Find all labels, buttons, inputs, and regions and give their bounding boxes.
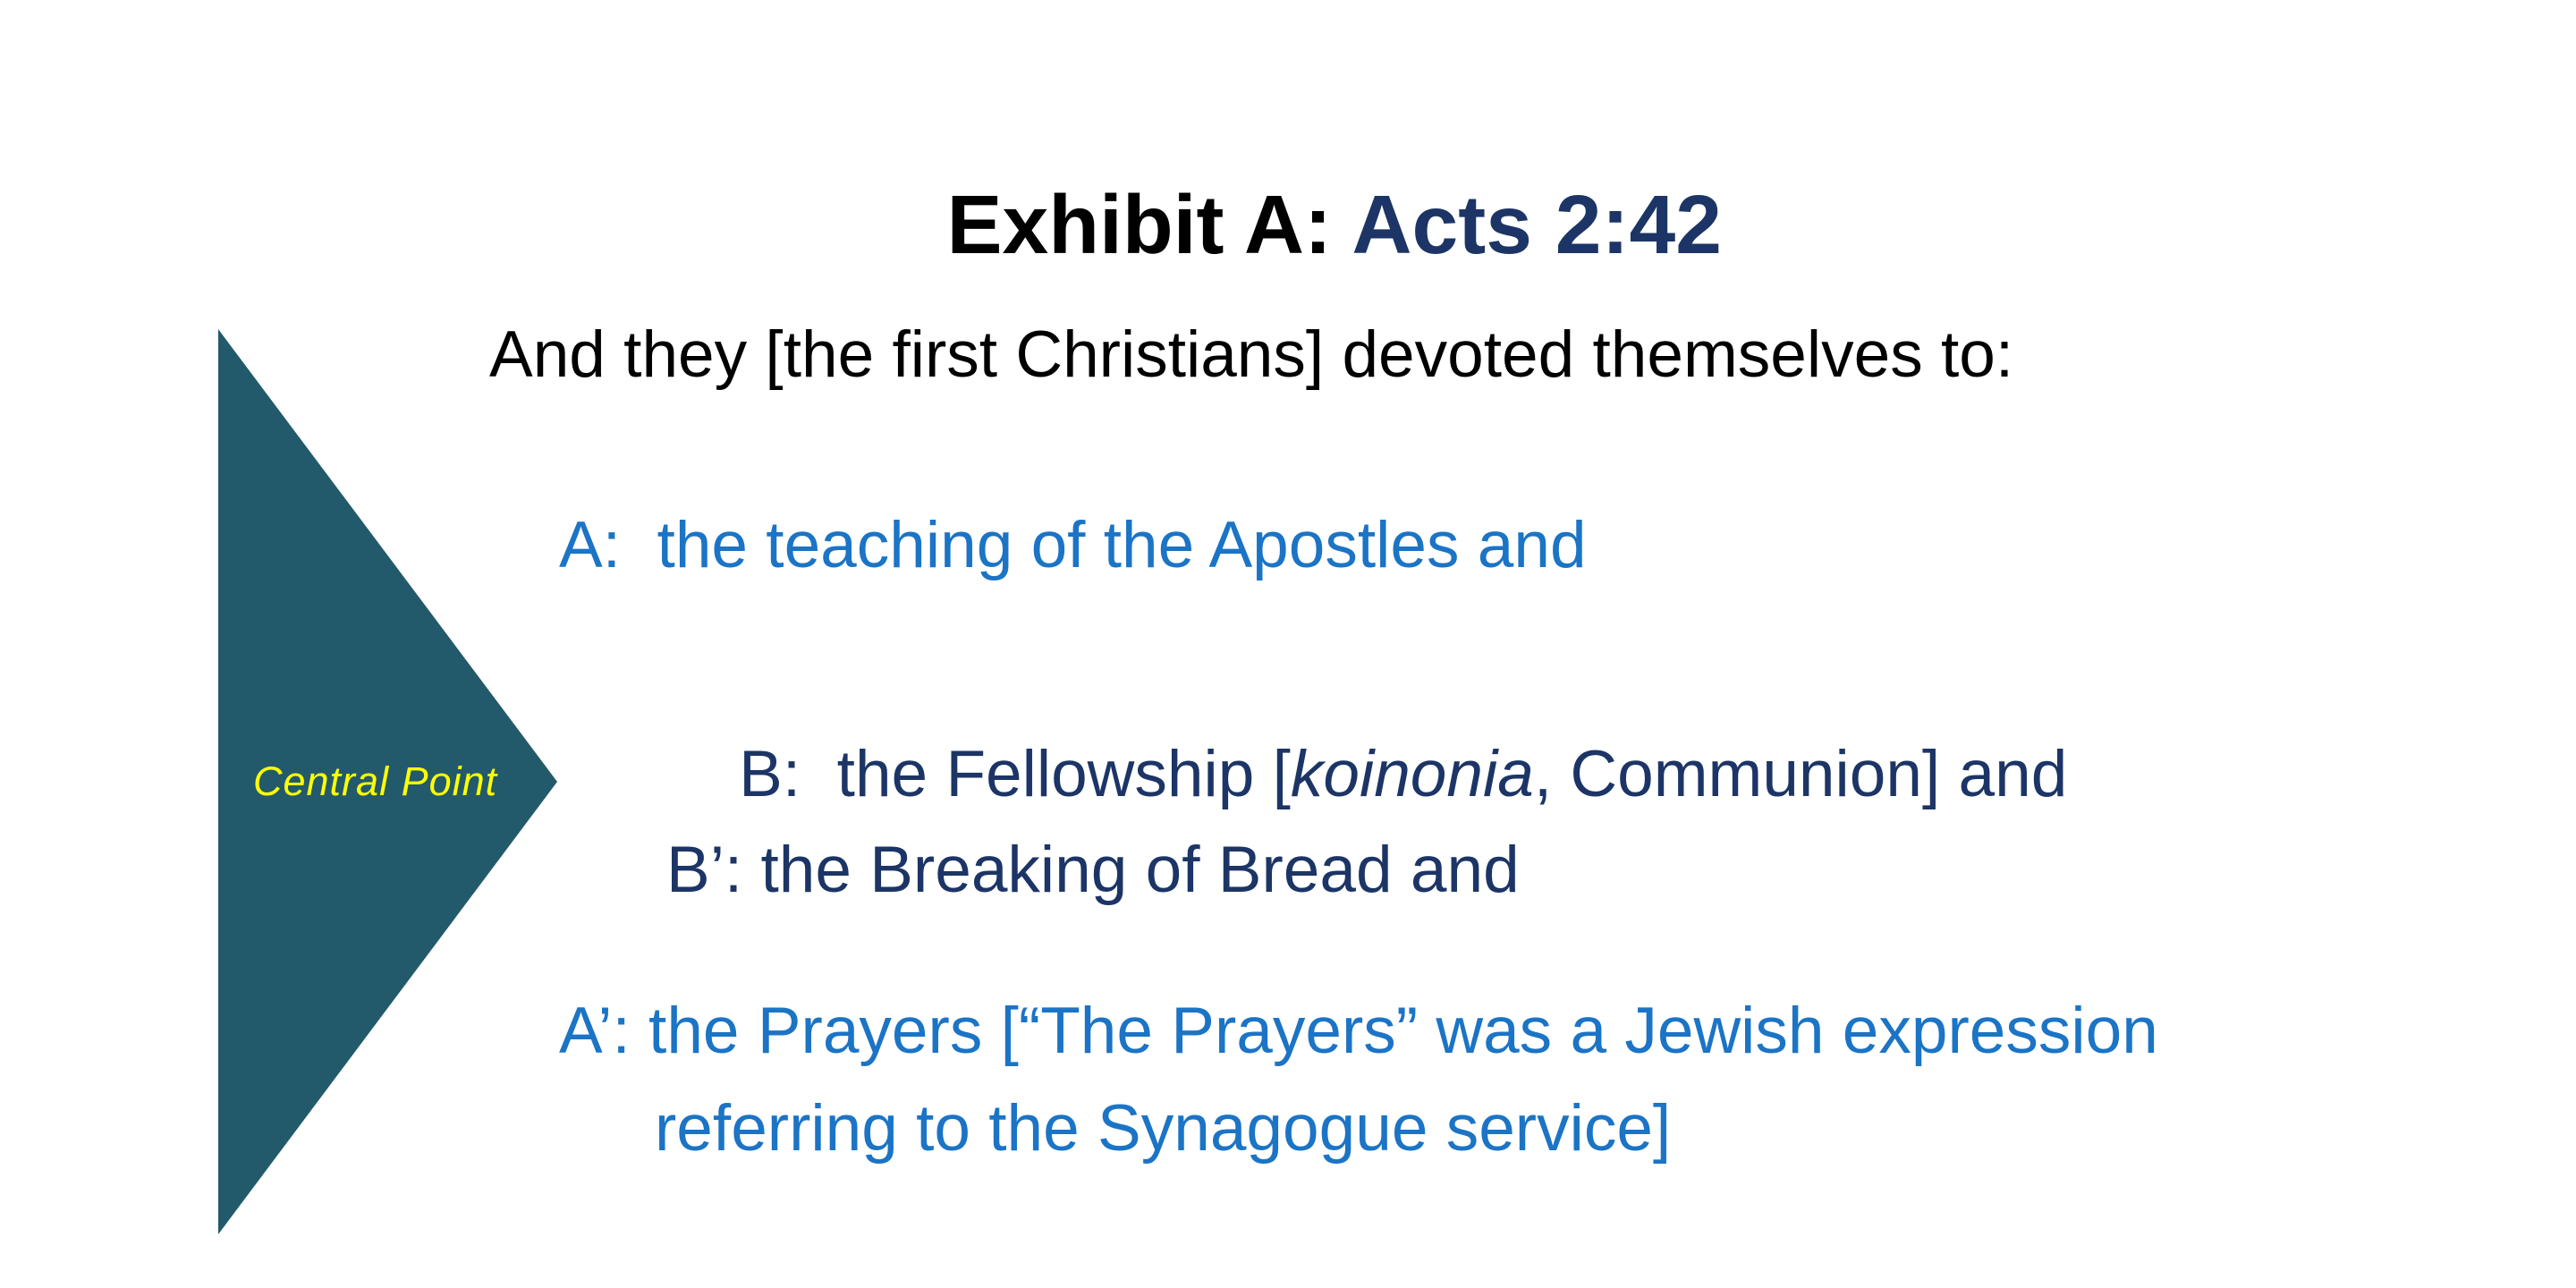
chiasm-line-a: A: the teaching of the Apostles and [559,509,1587,581]
slide-title [0,100,2576,350]
slide-title-prefix: Exhibit A: [946,178,1352,271]
chiasm-line-b-post: , Communion] and [1533,738,2068,810]
chiasm-line-a-prime-2: referring to the Synagogue service] [655,1092,1672,1165]
central-point-label: Central Point [253,758,498,804]
chiasm-line-b-koinonia: koinonia [1290,738,1534,810]
slide-title-reference: Acts 2:42 [1352,178,1722,271]
chiasm-line-a-prime-1: A’: the Prayers [“The Prayers” was a Jewish expression [559,995,2158,1067]
chiasm-line-b-pre: B: the Fellowship [ [739,738,1291,810]
chiasm-line-b-prime: B’: the Breaking of Bread and [666,834,1520,906]
intro-line: And they [the first Christians] devoted themselves to: [489,318,2014,391]
